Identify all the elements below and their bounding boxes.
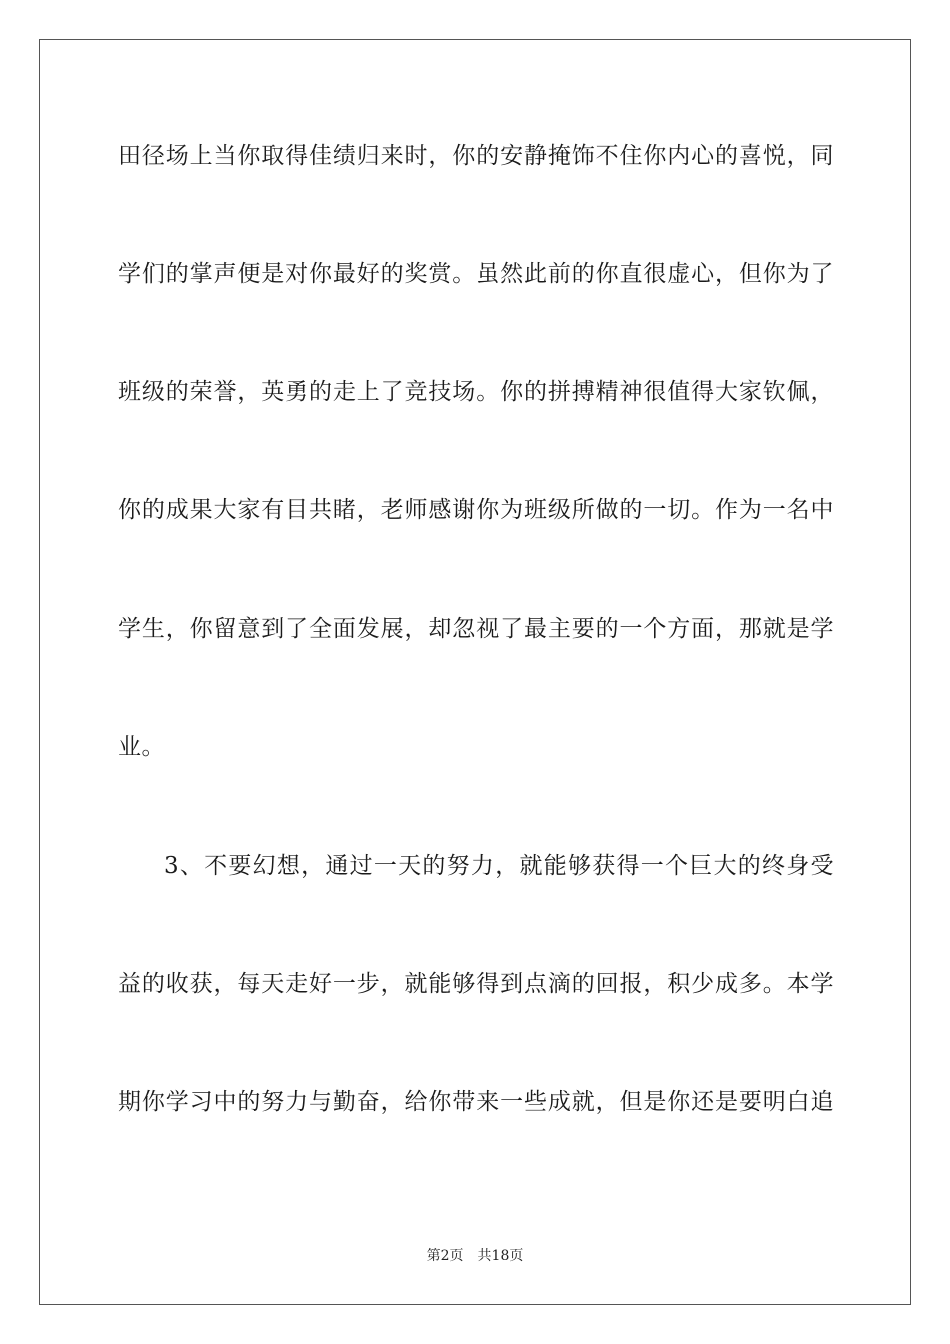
paragraph-line-5: 学生，你留意到了全面发展，却忽视了最主要的一个方面，那就是学 [118,616,834,642]
paragraph-line-7: 3、不要幻想，通过一天的努力，就能够获得一个巨大的终身受 [164,853,834,879]
page-footer [0,1246,950,1266]
paragraph-line-4: 你的成果大家有目共睹，老师感谢你为班级所做的一切。作为一名中 [118,497,834,523]
paragraph-line-2: 学们的掌声便是对你最好的奖赏。虽然此前的你直很虚心，但你为了 [118,261,834,287]
paragraph-line-6: 业。 [118,734,165,760]
page-number-total: 共18页 [477,1248,524,1264]
paragraph-line-1: 田径场上当你取得佳绩归来时，你的安静掩饰不住你内心的喜悦，同 [118,143,834,169]
paragraph-line-8: 益的收获，每天走好一步，就能够得到点滴的回报，积少成多。本学 [118,971,834,997]
page-number-current: 第2页 [426,1248,464,1264]
paragraph-line-9: 期你学习中的努力与勤奋，给你带来一些成就，但是你还是要明白追 [118,1089,834,1115]
paragraph-line-3: 班级的荣誉，英勇的走上了竞技场。你的拼搏精神很值得大家钦佩， [118,379,834,405]
